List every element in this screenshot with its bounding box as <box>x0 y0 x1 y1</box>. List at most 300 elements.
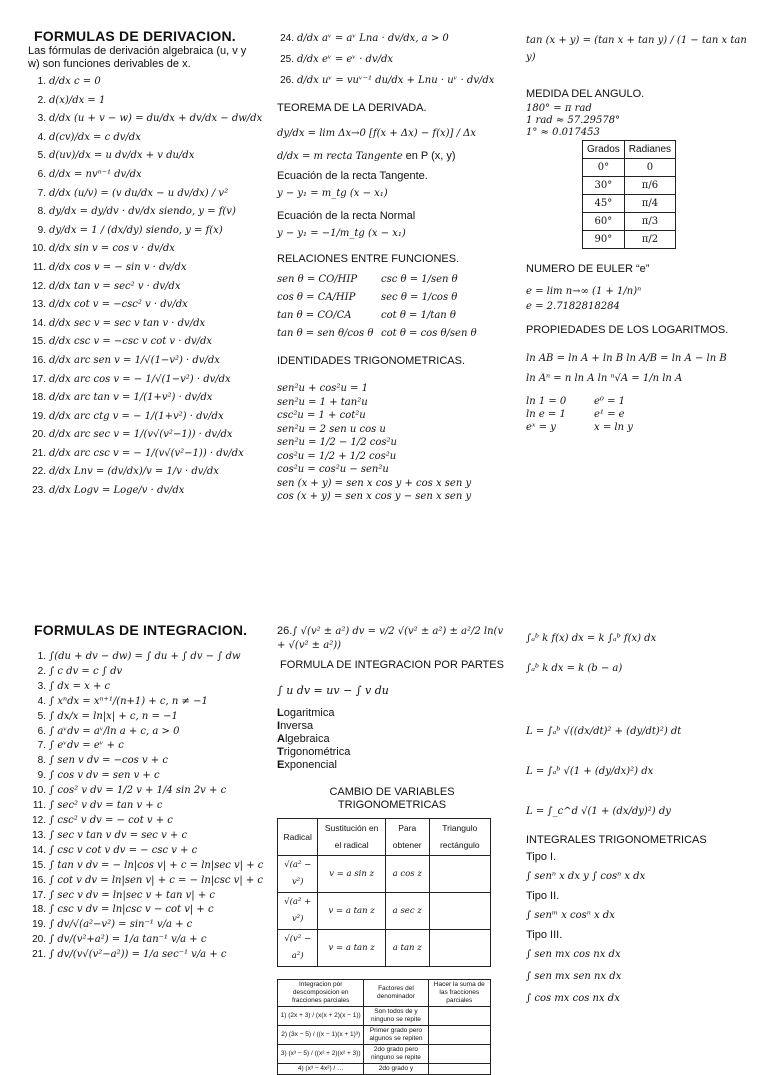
integral-item <box>28 695 268 710</box>
angle-radians: π/4 <box>624 195 675 213</box>
integral-item <box>28 814 268 829</box>
variable-change-header: Para obtener <box>385 819 429 856</box>
derivative-item <box>28 185 268 204</box>
integral-formula: ∫ cot v dv = ln|sen v| + c = − ln|csc v| + c <box>49 874 264 886</box>
integral-formula-list <box>28 650 268 963</box>
integral-number: 2. <box>37 665 46 677</box>
derivative-number: 15. <box>32 336 46 348</box>
derivative-item <box>28 426 268 445</box>
partial-fraction-cell: 2) (3x − 5) / ((x − 1)(x + 1)³) <box>278 1026 364 1045</box>
integral-formula: ∫(du + dv − dw) = ∫ du + ∫ dv − ∫ dw <box>49 651 241 662</box>
trig-integral-type-label: Tipo III. <box>526 929 563 941</box>
trig-integral-form: ∫ cos mx cos nx dx <box>526 993 620 1004</box>
normal-line-formula: y − y₁ = −1/m_tg (x − x₁) <box>277 228 406 239</box>
relation-left: cos θ = CA/HIP <box>277 292 356 303</box>
partial-fraction-row <box>278 1026 491 1045</box>
derivative-formula: dy/dx = dy/dv · dv/dx siendo, y = f(v) <box>49 206 236 218</box>
identity-line: cos²u = 1/2 + 1/2 cos²u <box>277 450 397 462</box>
integral-item <box>28 859 268 874</box>
variable-change-cell: v = a tan z <box>318 930 385 967</box>
integral-number: 5. <box>37 710 46 722</box>
logarithm-properties-title: PROPIEDADES DE LOS LOGARITMOS. <box>526 324 729 336</box>
integral-formula: ∫ sen v dv = −cos v + c <box>49 755 168 767</box>
function-relations-grid <box>277 271 507 343</box>
integral-number: 19. <box>32 919 46 931</box>
derivative-formula: d/dx = nvⁿ⁻¹ dv/dx <box>49 168 142 180</box>
integral-formula: ∫ tan v dv = − ln|cos v| + c = ln|sec v| + c <box>49 859 264 871</box>
derivative-number: 5. <box>37 150 46 162</box>
derivative-number: 12. <box>32 280 46 292</box>
angle-conversion-lines <box>526 103 756 139</box>
tangent-line-title: Ecuación de la recta Tangente. <box>277 170 428 182</box>
partial-fraction-cell: 2do grado pero ninguno se repite <box>364 1045 428 1064</box>
liate-initial: A <box>277 733 285 745</box>
angle-table-row <box>583 177 676 195</box>
integral-formula: ∫ dx = x + c <box>49 680 111 692</box>
integral-formula: ∫ dv/(v√(v²−a²)) = 1/a sec⁻¹ v/a + c <box>49 949 227 961</box>
derivative-item <box>28 147 268 166</box>
angle-radians: π/3 <box>624 213 675 231</box>
euler-line: e = 2.7182818284 <box>526 301 620 312</box>
derivative-number: 6. <box>37 168 46 180</box>
derivative-item <box>28 203 268 222</box>
partial-fraction-cell: Primer grado pero algunos se repiten <box>364 1026 428 1045</box>
angle-table-row <box>583 231 676 249</box>
partial-fraction-row <box>278 1007 491 1026</box>
liate-item <box>277 746 507 759</box>
relation-right: sec θ = 1/cos θ <box>381 292 458 303</box>
variable-change-header: Radical <box>278 819 318 856</box>
derivative-item <box>28 296 268 315</box>
log-pair-row <box>526 408 756 421</box>
liate-item <box>277 720 507 733</box>
derivative-number: 9. <box>37 224 46 236</box>
derivative-number: 11. <box>32 261 46 273</box>
partial-fraction-cell: 3) (x³ − 5) / ((x² + 2)(x² + 3)) <box>278 1045 364 1064</box>
trig-identities-title: IDENTIDADES TRIGONOMETRICAS. <box>277 355 466 367</box>
derivative-number: 7. <box>37 187 46 199</box>
integral-item <box>28 710 268 725</box>
definite-integral-constant: ∫ₐᵇ k dx = k (b − a) <box>526 663 623 674</box>
integral-number: 3. <box>37 680 46 692</box>
derivative-number: 17. <box>32 373 46 385</box>
derivative-item <box>28 482 268 501</box>
derivative-formula: d/dx arc csc v = − 1/(v√(v²−1)) · dv/dx <box>49 447 244 459</box>
derivative-formula: d/dx tan v = sec² v · dv/dx <box>49 280 181 292</box>
relation-left: tan θ = CO/CA <box>277 310 352 321</box>
derivative-formula: d(x)/dx = 1 <box>49 94 106 106</box>
integral-formula: ∫ dv/√(a²−v²) = sin⁻¹ v/a + c <box>49 919 193 931</box>
relation-right: cot θ = cos θ/sen θ <box>381 328 477 339</box>
right-top-block <box>526 32 756 434</box>
derivative-formula: d/dx (u/v) = (v du/dx − u dv/dx) / v² <box>49 187 229 199</box>
log-line: ln Aⁿ = n ln A ln ⁿ√A = 1/n ln A <box>526 373 683 384</box>
partial-fraction-cell: 1) (2x + 3) / (x(x + 2)(x − 1)) <box>278 1007 364 1026</box>
angle-radians: 0 <box>624 159 675 177</box>
log-pair-left: eˣ = y <box>526 422 556 433</box>
angle-measure-title: MEDIDA DEL ANGULO. <box>526 88 645 100</box>
integral-number: 15. <box>32 859 46 871</box>
identity-line: cos²u = cos²u − sen²u <box>277 464 389 475</box>
derivative-item <box>28 445 268 464</box>
variable-change-cell: v = a sin z <box>318 856 385 893</box>
derivative-item <box>28 408 268 427</box>
derivative-number: 19. <box>32 410 46 422</box>
integral-formula: ∫ csc v dv = ln|csc v − cot v| + c <box>49 904 214 916</box>
integral-formula: ∫ csc² v dv = − cot v + c <box>49 814 173 826</box>
derivative-number: 21. <box>32 447 46 459</box>
derivative-limit-formula: dy/dx = lim Δx→0 [f(x + Δx) − f(x)] / Δx <box>277 128 477 139</box>
variable-change-header: Triangulo rectángulo <box>429 819 490 856</box>
trig-integral-form: ∫ sen mx cos nx dx <box>526 949 621 960</box>
integral-number: 9. <box>37 770 46 782</box>
integral-formula: ∫ cos v dv = sen v + c <box>49 770 160 782</box>
relation-right: cot θ = 1/tan θ <box>381 310 456 321</box>
integral-item <box>28 739 268 754</box>
relation-row <box>277 271 507 289</box>
integral-item <box>28 784 268 799</box>
integral-number: 1. <box>37 651 46 662</box>
arc-length-formula: L = ∫_c^d √(1 + (dx/dy)²) dy <box>526 806 671 817</box>
derivative-number: 14. <box>32 317 46 329</box>
integral-formula: ∫ sec v dv = ln|sec v + tan v| + c <box>49 889 216 901</box>
liate-mnemonic <box>277 707 507 772</box>
trig-identities-list <box>277 382 507 504</box>
derivative-number: 23. <box>32 485 46 497</box>
liate-item <box>277 759 507 772</box>
variable-change-header: Sustitución en el radical <box>318 819 385 856</box>
integral-item <box>28 680 268 695</box>
derivative-item <box>28 222 268 241</box>
variable-change-row <box>278 856 491 893</box>
log-pair-left: ln 1 = 0 <box>526 396 567 407</box>
integral-number: 4. <box>37 695 46 707</box>
integral-number: 16. <box>32 874 46 886</box>
integration-methods-block: 26.∫ √(v² ± a²) dv = v/2 √(v² ± a²) ± a²/2 ln(v + √(v² ± a²)) FORMULA DE INTEGRACION POR PARTES ∫ u dv = uv − ∫ v du Logaritmica Inversa Algebraica Trigonométrica Exponencial CAMBIO DE VARIABLES TRIGONOMETRICAS Radical Sustitución en el radical Para obtener Triangulo rectángulo √(a² − v²) v = a sin z a cos z √(a² + v²) v = a tan z a sec z √(v² − a²) v = a tan z a tan z Integracion por descomposicion en fracciones parciales Factores del denominador Hacer la suma de las fracciones parciales 1) (2x + 3) / (x(x + 2)(x − 1)) Son todos de y ninguno se repite 2) (3x − 5) / ((x − 1)(x + 1)³) Primer grado pero algunos se repiten 3) (x³ − 5) / ((x² + 2)(x² + 3)) 2do grado pero ninguno se repite 4) (x³ − 4x²) / … 2do grado y <box>277 624 507 1075</box>
derivative-formula: d/dx csc v = −csc v cot v · dv/dx <box>49 336 213 348</box>
identity-line: cos (x + y) = sen x cos y − sen x sen y <box>277 491 472 502</box>
exp-derivative-number: 24. <box>280 33 294 44</box>
identity-line: sen²u = 1 + tan²u <box>277 396 368 408</box>
exp-derivative-item <box>276 70 511 91</box>
derivative-formula: d/dx cot v = −csc² v · dv/dx <box>49 299 188 311</box>
euler-title: NUMERO DE EULER “e” <box>526 263 650 275</box>
integral-formula: ∫ xⁿdx = xⁿ⁺¹/(n+1) + c, n ≠ −1 <box>49 695 208 707</box>
integral-item <box>28 918 268 933</box>
angle-degrees: 0° <box>583 159 625 177</box>
liate-rest: ogaritmica <box>283 707 335 719</box>
derivative-item <box>28 129 268 148</box>
relation-left: tan θ = sen θ/cos θ <box>277 328 374 339</box>
relation-row <box>277 307 507 325</box>
partial-fraction-cell <box>428 1064 490 1075</box>
integral-formula: ∫ c dv = c ∫ dv <box>49 665 123 677</box>
variable-change-cell: √(a² − v²) <box>278 856 318 893</box>
liate-item <box>277 707 507 720</box>
angle-table <box>582 140 676 249</box>
liate-initial: L <box>277 707 284 719</box>
liate-rest: lgebraica <box>284 733 330 745</box>
derivative-number: 2. <box>37 94 46 106</box>
slope-formula: d/dx = m recta Tangente <box>277 151 403 162</box>
exp-derivative-formula: d/dx aᵛ = aᵛ Lna · dv/dx, a > 0 <box>297 33 449 44</box>
integral-formula: ∫ eᵛdv = eᵛ + c <box>49 740 124 752</box>
trig-integrals-title: INTEGRALES TRIGONOMETRICAS <box>526 834 707 846</box>
liate-rest: xponencial <box>284 759 337 771</box>
definite-integrals-block <box>526 622 756 1010</box>
partial-fraction-header: Integracion por descomposicion en fracciones parciales <box>278 980 364 1007</box>
angle-table-row <box>583 159 676 177</box>
derivative-number: 22. <box>32 466 46 478</box>
derivative-number: 10. <box>32 243 46 255</box>
logarithm-properties-lines <box>526 349 756 389</box>
logarithm-identities-grid <box>526 395 756 434</box>
derivative-number: 13. <box>32 299 46 311</box>
derivative-item <box>28 240 268 259</box>
integral-item <box>28 844 268 859</box>
identity-line: csc²u = 1 + cot²u <box>277 410 366 421</box>
variable-change-cell: √(v² − a²) <box>278 930 318 967</box>
liate-item <box>277 733 507 746</box>
angle-radians: π/6 <box>624 177 675 195</box>
variable-change-cell: √(a² + v²) <box>278 893 318 930</box>
partial-fraction-header: Factores del denominador <box>364 980 428 1007</box>
partial-fraction-row <box>278 1064 491 1075</box>
derivative-number: 16. <box>32 354 46 366</box>
liate-initial: I <box>277 720 281 732</box>
variable-change-row <box>278 930 491 967</box>
derivative-item <box>28 110 268 129</box>
partial-fraction-cell <box>428 1045 490 1064</box>
angle-line: 180° = π rad <box>526 103 592 114</box>
exp-derivative-number: 26. <box>280 75 294 86</box>
tan-sum-formula: tan (x + y) = (tan x + tan y) / (1 − tan x tan y) <box>526 35 747 63</box>
derivative-item <box>28 463 268 482</box>
angle-line: 1 rad ≈ 57.29578° <box>526 115 621 126</box>
integral-item <box>28 665 268 680</box>
derivative-formula: d(uv)/dx = u dv/dx + v du/dx <box>49 150 195 162</box>
variable-change-cell <box>429 856 490 893</box>
integral-number: 6. <box>37 725 46 737</box>
integral-item <box>28 754 268 769</box>
liate-rest: nversa <box>280 720 314 732</box>
variable-change-title: CAMBIO DE VARIABLES TRIGONOMETRICAS <box>329 786 455 811</box>
integral-number: 11. <box>32 800 46 812</box>
arc-length-formula: L = ∫ₐᵇ √((dx/dt)² + (dy/dt)²) dt <box>526 726 682 737</box>
log-line: ln AB = ln A + ln B ln A/B = ln A − ln B <box>526 353 727 364</box>
derivative-number: 1. <box>37 76 46 87</box>
derivative-formula-list <box>28 73 268 501</box>
angle-line: 1° ≈ 0.017453 <box>526 127 600 138</box>
variable-change-cell <box>429 930 490 967</box>
integral-item <box>28 948 268 963</box>
partial-fraction-row <box>278 1045 491 1064</box>
integral-formula: ∫ aᵛdv = aᵛ/ln a + c, a > 0 <box>49 725 180 737</box>
trig-integral-form: ∫ senⁿ x dx y ∫ cosⁿ x dx <box>526 871 646 882</box>
integral-number: 12. <box>32 814 46 826</box>
angle-degrees: 60° <box>583 213 625 231</box>
derivative-number: 3. <box>37 113 46 125</box>
integral-number: 10. <box>32 785 46 797</box>
euler-line: e = lim n→∞ (1 + 1/n)ⁿ <box>526 286 642 297</box>
liate-initial: E <box>277 759 285 771</box>
integral-number: 14. <box>32 844 46 856</box>
integral-item <box>28 725 268 740</box>
log-pair-right: x = ln y <box>594 422 633 433</box>
derivative-number: 20. <box>32 429 46 441</box>
angle-table-header-degrees: Grados <box>583 141 625 159</box>
derivative-formula: d/dx Lnv = (dv/dx)/v = 1/v · dv/dx <box>49 466 219 478</box>
log-pair-row <box>526 395 756 408</box>
identity-line: sen²u = 1/2 − 1/2 cos²u <box>277 437 397 448</box>
partial-fraction-cell: 4) (x³ − 4x²) / … <box>278 1064 364 1075</box>
arc-length-formula: L = ∫ₐᵇ √(1 + (dy/dx)²) dx <box>526 766 654 777</box>
derivative-theorem-block <box>277 100 507 504</box>
integral-item <box>28 874 268 889</box>
trig-integral-form: ∫ senᵐ x cosⁿ x dx <box>526 910 615 921</box>
integral-item <box>28 650 268 665</box>
tangent-line-formula: y − y₁ = m_tg (x − x₁) <box>277 188 388 199</box>
relation-right: csc θ = 1/sen θ <box>381 274 458 285</box>
exp-derivative-number: 25. <box>280 54 294 65</box>
derivative-item <box>28 371 268 390</box>
partial-fraction-cell <box>428 1007 490 1026</box>
variable-change-cell: a tan z <box>385 930 429 967</box>
derivatives-title: FORMULAS DE DERIVACION. <box>34 28 236 44</box>
exp-derivative-formula: d/dx uᵛ = vuᵛ⁻¹ du/dx + Lnu · uᵛ · dv/dx <box>297 75 495 86</box>
normal-line-title: Ecuación de la recta Normal <box>277 210 416 222</box>
derivative-theorem-title: TEOREMA DE LA DERIVADA. <box>277 102 427 114</box>
derivative-formula: d/dx c = 0 <box>49 76 101 87</box>
derivative-item <box>28 278 268 297</box>
identity-line: sen²u = 2 sen u cos u <box>277 423 386 435</box>
log-pair-left: ln e = 1 <box>526 409 566 420</box>
log-pair-right: e⁰ = 1 <box>594 396 626 407</box>
derivative-number: 8. <box>37 206 46 218</box>
angle-radians: π/2 <box>624 231 675 249</box>
slope-formula-suffix: en P (x, y) <box>405 150 456 162</box>
integral-formula: ∫ cos² v dv = 1/2 v + 1/4 sin 2v + c <box>49 785 227 797</box>
integral-number: 18. <box>32 904 46 916</box>
integral-formula: ∫ dv/(v²+a²) = 1/a tan⁻¹ v/a + c <box>49 934 207 946</box>
derivative-formula: d/dx arc cos v = − 1/√(1−v²) · dv/dx <box>49 373 231 385</box>
exponential-derivative-list <box>276 28 511 91</box>
variable-change-cell: a sec z <box>385 893 429 930</box>
integral-item <box>28 799 268 814</box>
derivative-formula: dy/dx = 1 / (dx/dy) siendo, y = f(x) <box>49 224 223 236</box>
exp-derivative-item <box>276 49 511 70</box>
partial-fraction-cell: Son todos de y ninguno se repite <box>364 1007 428 1026</box>
arc-length-formulas <box>526 712 756 832</box>
derivative-formula: d/dx sec v = sec v tan v · dv/dx <box>49 317 206 329</box>
derivative-number: 4. <box>37 131 46 143</box>
partial-fraction-cell: 2do grado y <box>364 1064 428 1075</box>
derivative-formula: d/dx arc ctg v = − 1/(1+v²) · dv/dx <box>49 410 224 422</box>
integral-formula: ∫ sec v tan v dv = sec v + c <box>49 829 188 841</box>
derivative-item <box>28 333 268 352</box>
integral-number: 13. <box>32 829 46 841</box>
partial-fraction-cell <box>428 1026 490 1045</box>
integral-number: 8. <box>37 755 46 767</box>
variable-change-row <box>278 893 491 930</box>
relation-row <box>277 289 507 307</box>
derivative-item <box>28 73 268 92</box>
euler-formula-lines <box>526 284 756 314</box>
integral-item <box>28 769 268 784</box>
relation-row <box>277 325 507 343</box>
integral-number: 20. <box>32 934 46 946</box>
variable-change-cell: a cos z <box>385 856 429 893</box>
angle-table-header-radians: Radianes <box>624 141 675 159</box>
integral-number: 7. <box>37 740 46 752</box>
angle-table-row <box>583 195 676 213</box>
integrals-title: FORMULAS DE INTEGRACION. <box>34 622 248 638</box>
integral-formula: ∫ sec² v dv = tan v + c <box>49 800 163 812</box>
integral-formula: ∫ dx/x = ln|x| + c, n = −1 <box>49 710 178 722</box>
partial-fractions-table <box>277 979 491 1075</box>
function-relations-title: RELACIONES ENTRE FUNCIONES. <box>277 253 460 265</box>
derivative-item <box>28 389 268 408</box>
variable-change-cell <box>429 893 490 930</box>
derivative-item <box>28 259 268 278</box>
derivative-formula: d/dx arc sen v = 1/√(1−v²) · dv/dx <box>49 354 220 366</box>
derivative-formula: d/dx (u + v − w) = du/dx + dv/dx − dw/dx <box>49 113 263 125</box>
liate-rest: rigonométrica <box>283 746 351 758</box>
derivative-formula: d/dx arc sec v = 1/(v√(v²−1)) · dv/dx <box>49 429 233 441</box>
trig-integral-types <box>526 849 756 1010</box>
identity-line: sen (x + y) = sen x cos y + cos x sen y <box>277 477 472 489</box>
log-pair-row <box>526 421 756 434</box>
exp-derivative-formula: d/dx eᵛ = eᵛ · dv/dx <box>297 54 394 65</box>
integral-item <box>28 829 268 844</box>
by-parts-title: FORMULA DE INTEGRACION POR PARTES <box>280 659 504 671</box>
derivative-formula: d/dx sin v = cos v · dv/dx <box>49 243 175 255</box>
angle-degrees: 30° <box>583 177 625 195</box>
integral-26-formula: ∫ √(v² ± a²) dv = v/2 √(v² ± a²) ± a²/2 ln(v + √(v² ± a²)) <box>277 626 504 651</box>
exp-derivative-item <box>276 28 511 49</box>
trig-integral-type-label: Tipo I. <box>526 851 557 863</box>
integral-number: 17. <box>32 889 46 901</box>
trig-integral-form: ∫ sen mx sen nx dx <box>526 971 622 982</box>
derivative-formula: d/dx Logv = Loge/v · dv/dx <box>49 485 185 497</box>
derivative-item <box>28 92 268 111</box>
angle-degrees: 45° <box>583 195 625 213</box>
derivative-item <box>28 352 268 371</box>
derivative-item <box>28 166 268 185</box>
log-pair-right: e¹ = e <box>594 409 625 420</box>
angle-degrees: 90° <box>583 231 625 249</box>
identity-line: sen²u + cos²u = 1 <box>277 383 368 394</box>
variable-change-cell: v = a tan z <box>318 893 385 930</box>
integral-number: 21. <box>32 949 46 961</box>
derivatives-intro: Las fórmulas de derivación algebraica (u, v y w) son funciones derivables de x. <box>28 45 247 70</box>
integral-item <box>28 903 268 918</box>
integral-item <box>28 889 268 904</box>
partial-fraction-header: Hacer la suma de las fracciones parciales <box>428 980 490 1007</box>
relation-left: sen θ = CO/HIP <box>277 274 358 285</box>
derivative-item <box>28 315 268 334</box>
angle-table-row <box>583 213 676 231</box>
definite-integral-constant-rule: ∫ₐᵇ k f(x) dx = k ∫ₐᵇ f(x) dx <box>526 633 657 644</box>
variable-change-table <box>277 818 491 967</box>
trig-integral-type-label: Tipo II. <box>526 890 560 902</box>
derivative-formula: d/dx arc tan v = 1/(1+v²) · dv/dx <box>49 392 213 404</box>
by-parts-formula: ∫ u dv = uv − ∫ v du <box>277 684 389 697</box>
derivative-formula: d(cv)/dx = c dv/dx <box>49 131 141 143</box>
integral-formula: ∫ csc v cot v dv = − csc v + c <box>49 844 198 856</box>
derivative-number: 18. <box>32 392 46 404</box>
liate-initial: T <box>277 746 284 758</box>
